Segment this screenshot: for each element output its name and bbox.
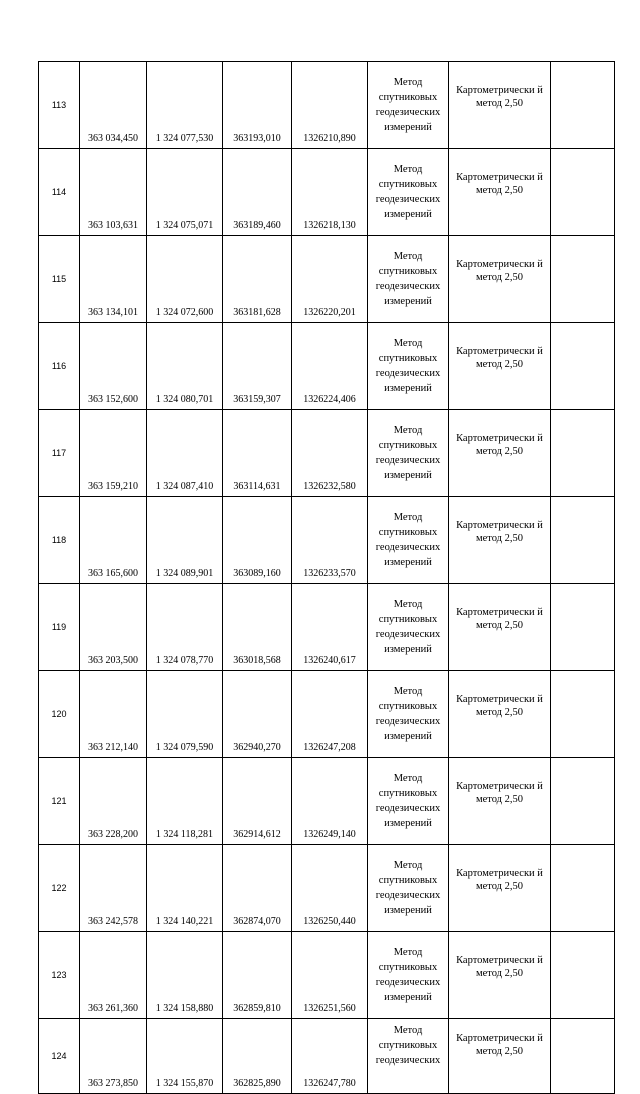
- y-existing-cell: 1 324 079,590: [147, 671, 223, 758]
- x-refined-cell: 363018,568: [223, 584, 292, 671]
- y-existing-cell: 1 324 087,410: [147, 410, 223, 497]
- table-row: [39, 497, 615, 584]
- table-row: [39, 932, 615, 1019]
- accuracy-method-cell: Картометрически й метод 2,50: [449, 149, 551, 236]
- x-refined-cell: 363159,307: [223, 323, 292, 410]
- x-existing-cell: 363 203,500: [80, 584, 147, 671]
- determination-method-cell: Метод спутниковых геодезических: [368, 1019, 449, 1094]
- determination-method-cell: Метод спутниковых геодезических измерений: [368, 932, 449, 1019]
- x-refined-cell: 363089,160: [223, 497, 292, 584]
- determination-method-cell: Метод спутниковых геодезических измерений: [368, 62, 449, 149]
- x-refined-cell: 362825,890: [223, 1019, 292, 1094]
- table-row: [39, 62, 615, 149]
- x-refined-cell: 363189,460: [223, 149, 292, 236]
- determination-method-cell: Метод спутниковых геодезических измерений: [368, 845, 449, 932]
- y-refined-cell: 1326249,140: [292, 758, 368, 845]
- accuracy-method-cell: Картометрически й метод 2,50: [449, 671, 551, 758]
- point-number-cell: 123: [39, 932, 80, 1019]
- determination-method-cell: Метод спутниковых геодезических измерений: [368, 323, 449, 410]
- y-existing-cell: 1 324 118,281: [147, 758, 223, 845]
- y-refined-cell: 1326251,560: [292, 932, 368, 1019]
- accuracy-method-cell: Картометрически й метод 2,50: [449, 1019, 551, 1094]
- table-row: [39, 410, 615, 497]
- determination-method-cell: Метод спутниковых геодезических измерений: [368, 671, 449, 758]
- accuracy-method-cell: Картометрически й метод 2,50: [449, 410, 551, 497]
- document-page: [38, 61, 615, 1094]
- table-row: [39, 236, 615, 323]
- accuracy-method-cell: Картометрически й метод 2,50: [449, 236, 551, 323]
- empty-cell: [551, 149, 615, 236]
- table-row: [39, 149, 615, 236]
- y-refined-cell: 1326247,208: [292, 671, 368, 758]
- accuracy-method-cell: Картометрически й метод 2,50: [449, 845, 551, 932]
- x-existing-cell: 363 152,600: [80, 323, 147, 410]
- table-row: [39, 584, 615, 671]
- empty-cell: [551, 62, 615, 149]
- determination-method-cell: Метод спутниковых геодезических измерений: [368, 149, 449, 236]
- x-refined-cell: 363114,631: [223, 410, 292, 497]
- y-refined-cell: 1326210,890: [292, 62, 368, 149]
- x-existing-cell: 363 242,578: [80, 845, 147, 932]
- table-row: [39, 323, 615, 410]
- empty-cell: [551, 758, 615, 845]
- x-existing-cell: 363 034,450: [80, 62, 147, 149]
- point-number-cell: 114: [39, 149, 80, 236]
- x-refined-cell: 362914,612: [223, 758, 292, 845]
- x-refined-cell: 362874,070: [223, 845, 292, 932]
- table-body: [39, 62, 615, 1094]
- table-row: [39, 671, 615, 758]
- y-existing-cell: 1 324 075,071: [147, 149, 223, 236]
- x-existing-cell: 363 165,600: [80, 497, 147, 584]
- determination-method-cell: Метод спутниковых геодезических измерений: [368, 236, 449, 323]
- y-existing-cell: 1 324 080,701: [147, 323, 223, 410]
- y-existing-cell: 1 324 140,221: [147, 845, 223, 932]
- y-existing-cell: 1 324 072,600: [147, 236, 223, 323]
- point-number-cell: 113: [39, 62, 80, 149]
- x-refined-cell: 362940,270: [223, 671, 292, 758]
- x-refined-cell: 362859,810: [223, 932, 292, 1019]
- x-refined-cell: 363181,628: [223, 236, 292, 323]
- empty-cell: [551, 1019, 615, 1094]
- empty-cell: [551, 236, 615, 323]
- table-row: [39, 845, 615, 932]
- accuracy-method-cell: Картометрически й метод 2,50: [449, 497, 551, 584]
- y-existing-cell: 1 324 078,770: [147, 584, 223, 671]
- y-refined-cell: 1326232,580: [292, 410, 368, 497]
- x-existing-cell: 363 228,200: [80, 758, 147, 845]
- accuracy-method-cell: Картометрически й метод 2,50: [449, 932, 551, 1019]
- x-existing-cell: 363 273,850: [80, 1019, 147, 1094]
- empty-cell: [551, 410, 615, 497]
- x-existing-cell: 363 159,210: [80, 410, 147, 497]
- determination-method-cell: Метод спутниковых геодезических измерений: [368, 497, 449, 584]
- y-existing-cell: 1 324 158,880: [147, 932, 223, 1019]
- y-refined-cell: 1326224,406: [292, 323, 368, 410]
- accuracy-method-cell: Картометрически й метод 2,50: [449, 758, 551, 845]
- empty-cell: [551, 845, 615, 932]
- x-existing-cell: 363 103,631: [80, 149, 147, 236]
- point-number-cell: 124: [39, 1019, 80, 1094]
- x-existing-cell: 363 212,140: [80, 671, 147, 758]
- point-number-cell: 115: [39, 236, 80, 323]
- y-refined-cell: 1326240,617: [292, 584, 368, 671]
- determination-method-cell: Метод спутниковых геодезических измерений: [368, 410, 449, 497]
- empty-cell: [551, 671, 615, 758]
- y-refined-cell: 1326218,130: [292, 149, 368, 236]
- accuracy-method-cell: Картометрически й метод 2,50: [449, 62, 551, 149]
- empty-cell: [551, 323, 615, 410]
- empty-cell: [551, 497, 615, 584]
- coordinates-table: [38, 61, 615, 1094]
- determination-method-cell: Метод спутниковых геодезических измерений: [368, 758, 449, 845]
- y-existing-cell: 1 324 077,530: [147, 62, 223, 149]
- accuracy-method-cell: Картометрически й метод 2,50: [449, 584, 551, 671]
- x-existing-cell: 363 134,101: [80, 236, 147, 323]
- empty-cell: [551, 584, 615, 671]
- empty-cell: [551, 932, 615, 1019]
- table-row: [39, 758, 615, 845]
- point-number-cell: 120: [39, 671, 80, 758]
- point-number-cell: 119: [39, 584, 80, 671]
- point-number-cell: 118: [39, 497, 80, 584]
- x-existing-cell: 363 261,360: [80, 932, 147, 1019]
- determination-method-cell: Метод спутниковых геодезических измерений: [368, 584, 449, 671]
- point-number-cell: 117: [39, 410, 80, 497]
- x-refined-cell: 363193,010: [223, 62, 292, 149]
- y-existing-cell: 1 324 089,901: [147, 497, 223, 584]
- y-existing-cell: 1 324 155,870: [147, 1019, 223, 1094]
- accuracy-method-cell: Картометрически й метод 2,50: [449, 323, 551, 410]
- point-number-cell: 116: [39, 323, 80, 410]
- y-refined-cell: 1326247,780: [292, 1019, 368, 1094]
- y-refined-cell: 1326233,570: [292, 497, 368, 584]
- table-row: [39, 1019, 615, 1094]
- point-number-cell: 121: [39, 758, 80, 845]
- y-refined-cell: 1326250,440: [292, 845, 368, 932]
- point-number-cell: 122: [39, 845, 80, 932]
- y-refined-cell: 1326220,201: [292, 236, 368, 323]
